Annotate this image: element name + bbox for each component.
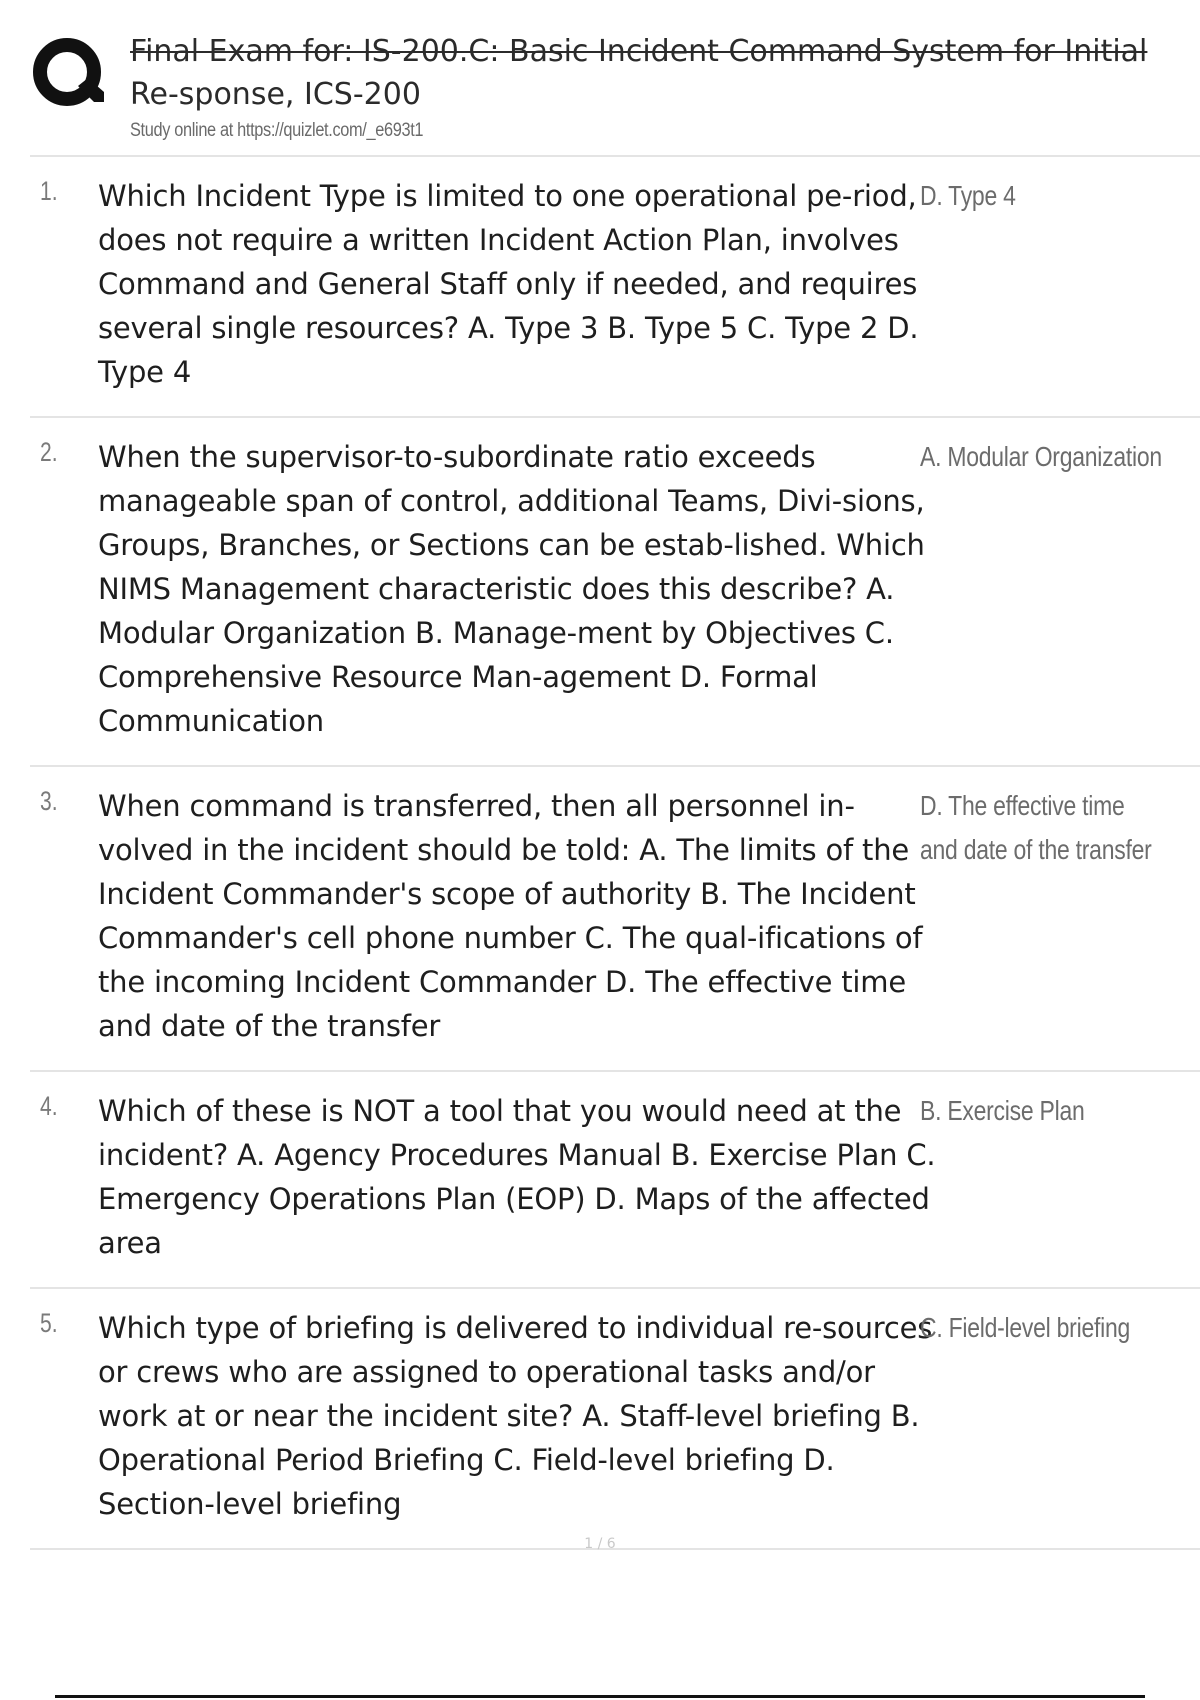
card-number: 5. [40, 1308, 58, 1338]
flashcard-row [30, 1070, 1200, 1287]
flashcard-row [30, 1287, 1200, 1550]
footer-divider [55, 1695, 1145, 1698]
card-question: When the supervisor-to-subordinate ratio exceeds manageable span of control, additional Teams, Divi-sions, Groups, Branches, or Sections can be estab-lished. Which NIMS Management characteristic does this describe? A. Modular Organization B. Manage-ment by Objectives C. Comprehensive Resource Man-agement D. Formal Communication [98, 440, 925, 738]
flashcard-list [30, 155, 1200, 1550]
page-number: 1 / 6 [584, 1536, 616, 1552]
card-number: 2. [40, 437, 58, 467]
quizlet-q-logo-icon [30, 34, 110, 114]
title-strike-text: Final Exam for: IS-200.C: Basic Incident Command System for Initial [130, 34, 1148, 69]
card-number: 1. [40, 176, 58, 206]
title-rest-text: Re-sponse, ICS-200 [130, 77, 421, 112]
flashcard-row [30, 416, 1200, 765]
card-question: Which type of briefing is delivered to individual re-sources or crews who are assigned to operational tasks and/or work at or near the incident site? A. Staff-level briefing B. Operational Period Briefing C. Field-level briefing D. Section-level briefing [98, 1311, 933, 1521]
card-number: 4. [40, 1091, 58, 1121]
card-question: Which Incident Type is limited to one operational pe-riod, does not require a written Incident Action Plan, involves Command and General Staff only if needed, and requires several single resources? A. Type 3 B. Type 5 C. Type 2 D. Type 4 [98, 179, 919, 389]
card-question: When command is transferred, then all personnel in-volved in the incident should be told: A. The limits of the Incident Commander's scope of authority B. The Incident Commander's cell phone number C. The qual-ifications of the incoming Incident Commander D. The effective time and date of the transfer [98, 789, 923, 1043]
card-answer: D. Type 4 [920, 180, 1016, 211]
flashcard-row [30, 155, 1200, 416]
page-title [130, 30, 1200, 116]
study-online-link[interactable]: Study online at https://quizlet.com/_e693t1 [130, 120, 424, 141]
flashcard-row [30, 765, 1200, 1070]
card-question: Which of these is NOT a tool that you would need at the incident? A. Agency Procedures Manual B. Exercise Plan C. Emergency Operations Plan (EOP) D. Maps of the affected area [98, 1094, 936, 1260]
card-answer: C. Field-level briefing [920, 1312, 1130, 1343]
card-number: 3. [40, 786, 58, 816]
card-answer: B. Exercise Plan [920, 1095, 1085, 1126]
card-answer: A. Modular Organization [920, 441, 1162, 472]
card-answer: D. The effective time and date of the transfer [920, 790, 1152, 865]
